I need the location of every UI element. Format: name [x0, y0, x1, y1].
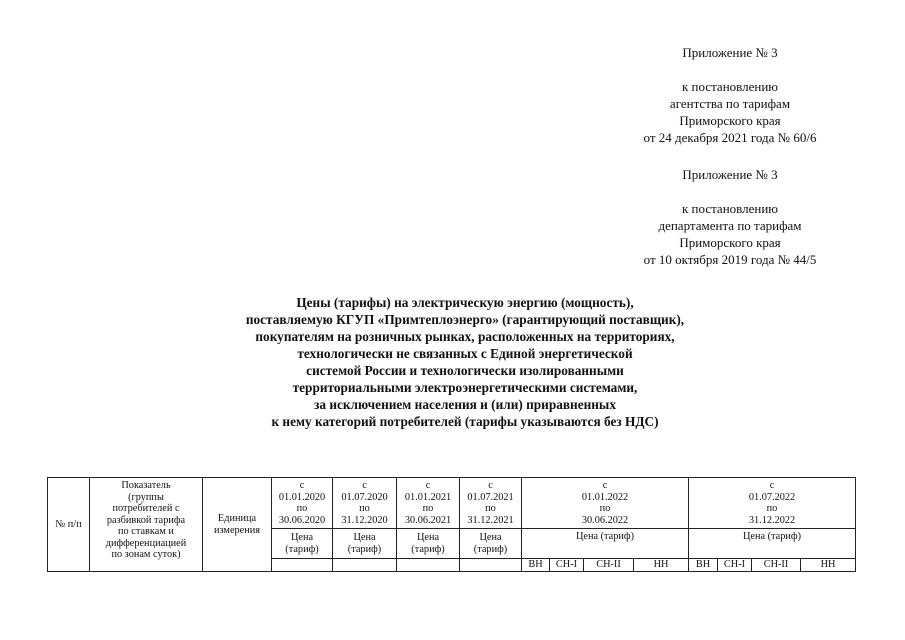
period-line: с	[425, 480, 431, 491]
period-line: 01.07.2021	[467, 491, 514, 503]
period-line: 01.01.2020	[278, 491, 326, 503]
heading-line: системой России и технологически изолированными	[306, 363, 624, 378]
header-text: Показатель	[121, 480, 171, 491]
period-line: 30.06.2021	[404, 514, 452, 526]
price-line: (тариф)	[285, 543, 319, 555]
appendix-line: Приморского края	[679, 113, 781, 128]
period-line: 31.12.2020	[341, 514, 388, 526]
voltage-level-cell: СН-II	[584, 559, 634, 572]
price-header	[333, 529, 397, 559]
period-line: 31.12.2021	[467, 514, 514, 526]
header-text: разбивкой тарифа	[106, 514, 186, 526]
period-line: с	[362, 480, 367, 491]
appendix-line: департамента по тарифам	[658, 218, 802, 233]
header-text: Единица	[217, 513, 257, 524]
appendix-line: Приморского края	[679, 235, 781, 250]
appendix-title: Приложение № 3	[682, 45, 778, 60]
heading-line: Цены (тарифы) на электрическую энергию (мощность),	[296, 295, 634, 310]
empty-cell	[272, 559, 333, 572]
price-line: Цена (тариф)	[742, 531, 802, 542]
heading-line: технологически не связанных с Единой энергетической	[297, 346, 633, 361]
header-unit	[203, 478, 272, 572]
document-heading	[170, 294, 760, 430]
period-line: 30.06.2020	[278, 514, 326, 526]
voltage-level-cell: СН-I	[718, 559, 752, 572]
period-line: по	[485, 503, 496, 514]
price-line: (тариф)	[347, 543, 382, 555]
heading-line: покупателям на розничных рынках, расположенных на территориях,	[255, 329, 675, 344]
period-line: с	[488, 480, 493, 491]
period-line: 01.01.2022	[581, 491, 629, 503]
appendix-title: Приложение № 3	[682, 167, 778, 182]
voltage-level-cell: ВН	[522, 559, 550, 572]
heading-line: территориальными электроэнергетическими системами,	[292, 380, 638, 395]
period-line: по	[359, 503, 370, 514]
empty-cell	[333, 559, 397, 572]
header-text: (группы	[128, 491, 164, 503]
period-line: с	[769, 480, 775, 491]
period-line: 01.07.2020	[341, 491, 388, 503]
period-line: по	[599, 503, 611, 514]
price-line: Цена	[353, 532, 376, 543]
header-indicator	[90, 478, 203, 572]
price-line: Цена	[479, 532, 502, 543]
header-row-number	[48, 478, 90, 572]
price-header-wide	[522, 529, 689, 559]
price-line: Цена	[290, 532, 314, 543]
period-line: 31.12.2022	[748, 514, 796, 526]
appendix-block-1	[600, 44, 860, 146]
voltage-level-cell: НН	[634, 559, 689, 572]
header-text: измерения	[214, 524, 260, 536]
voltage-level-cell: НН	[801, 559, 856, 572]
voltage-level-cell: СН-I	[550, 559, 584, 572]
price-line: (тариф)	[473, 543, 508, 555]
heading-line: за исключением населения и (или) приравненных	[314, 397, 616, 412]
period-header-wide	[522, 478, 689, 529]
header-text: потребителей с	[112, 503, 180, 514]
heading-line: поставляемую КГУП «Примтеплоэнерго» (гарантирующий поставщик),	[245, 312, 685, 327]
appendix-line: от 24 декабря 2021 года № 60/6	[643, 130, 817, 145]
heading-line: к нему категорий потребителей (тарифы указываются без НДС)	[271, 414, 659, 429]
period-line: с	[602, 480, 608, 491]
appendix-line: агентства по тарифам	[669, 96, 791, 111]
period-line: с	[299, 480, 305, 491]
voltage-level-cell: ВН	[689, 559, 718, 572]
header-text: по зонам суток)	[111, 549, 181, 560]
price-header	[272, 529, 333, 559]
period-line: по	[296, 503, 308, 514]
price-header	[460, 529, 522, 559]
empty-cell	[460, 559, 522, 572]
price-line: Цена (тариф)	[575, 531, 635, 542]
period-header-wide	[689, 478, 856, 529]
period-header	[333, 478, 397, 529]
period-line: по	[766, 503, 778, 514]
period-line: 30.06.2022	[581, 514, 629, 526]
header-text: дифференциацией	[105, 537, 187, 549]
voltage-level-cell: СН-II	[752, 559, 801, 572]
period-header	[397, 478, 460, 529]
appendix-line: к постановлению	[681, 79, 779, 94]
period-line: 01.07.2022	[748, 491, 796, 503]
header-text: № п/п	[55, 518, 82, 530]
price-line: Цена	[416, 532, 440, 543]
tariff-table	[47, 477, 856, 572]
appendix-block-2	[600, 166, 860, 268]
price-line: (тариф)	[411, 543, 445, 555]
appendix-line: от 10 октября 2019 года № 44/5	[643, 252, 817, 267]
period-line: 01.01.2021	[404, 491, 452, 503]
empty-cell	[397, 559, 460, 572]
appendix-line: к постановлению	[681, 201, 779, 216]
price-header	[397, 529, 460, 559]
period-header	[460, 478, 522, 529]
header-text: по ставкам и	[118, 526, 174, 537]
period-header	[272, 478, 333, 529]
price-header-wide	[689, 529, 856, 559]
period-line: по	[422, 503, 434, 514]
